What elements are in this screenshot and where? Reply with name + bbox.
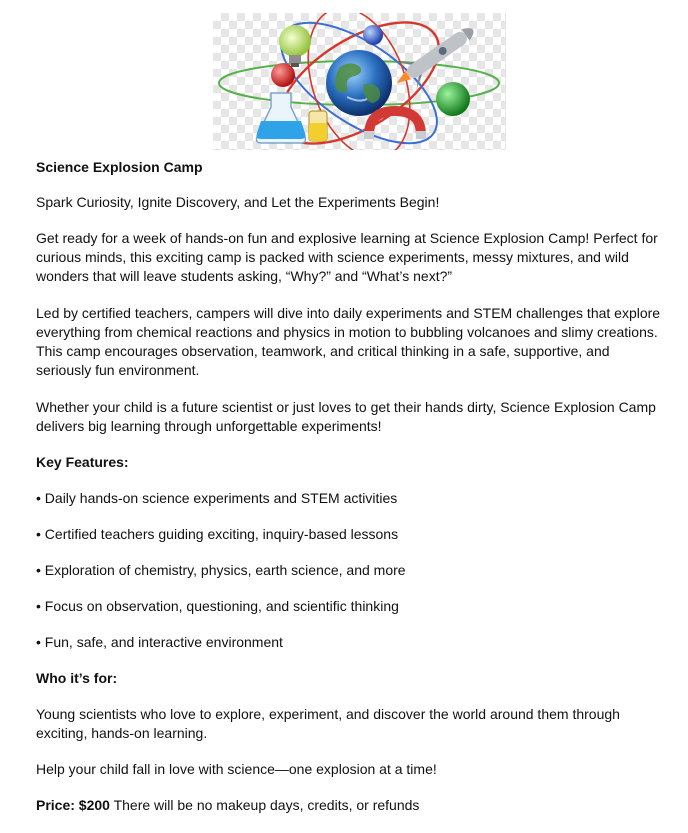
led-by-paragraph: Led by certified teachers, campers will dive into daily experiments and STEM challenges that explore everything from chemical reactions and physics in motion to bubbling volcanoes and slimy creations. This camp encourages observation, teamwork, and critical thinking in a safe, supportive, and seriously fun environment.: [36, 305, 661, 378]
key-features-heading: Key Features:: [36, 454, 129, 470]
light-bulb-icon: [279, 25, 311, 67]
price-note: There will be no makeup days, credits, or refunds: [109, 797, 420, 813]
magnet-icon: [364, 111, 426, 139]
whether-paragraph: Whether your child is a future scientist or just loves to get their hands dirty, Science Explosion Camp delivers big learning through unforgettable experiments!: [36, 399, 656, 434]
tagline-paragraph: Spark Curiosity, Ignite Discovery, and Let the Experiments Begin!: [36, 194, 440, 210]
who-heading: Who it’s for:: [36, 670, 118, 686]
document-content: [36, 158, 666, 815]
price-line: [36, 796, 666, 815]
atom-orbit-icon: [213, 13, 505, 150]
feature-item: • Daily hands-on science experiments and STEM activities: [36, 490, 398, 506]
feature-item: • Exploration of chemistry, physics, earth science, and more: [36, 562, 406, 578]
beaker-icon: [257, 93, 306, 143]
rocket-icon: [387, 16, 483, 97]
test-tube-icon: [309, 111, 327, 141]
document-title: Science Explosion Camp: [36, 159, 203, 175]
price-label: Price: $200: [36, 797, 110, 813]
globe-icon: [326, 50, 392, 116]
feature-item: • Focus on observation, questioning, and scientific thinking: [36, 598, 399, 614]
feature-item: • Fun, safe, and interactive environment: [36, 634, 283, 650]
who-paragraph: Young scientists who love to explore, experiment, and discover the world around them through exciting, hands-on learning.: [36, 706, 620, 741]
feature-item: • Certified teachers guiding exciting, inquiry-based lessons: [36, 526, 399, 542]
science-clipart-image: [213, 13, 506, 150]
intro-paragraph: Get ready for a week of hands-on fun and explosive learning at Science Explosion Camp! Perfect for curious minds, this exciting camp is packed with science experiments, messy mixtures, and wild wonders that will leave students asking, “Why?” and “What’s next?”: [36, 230, 658, 284]
help-paragraph: Help your child fall in love with science—one explosion at a time!: [36, 761, 437, 777]
